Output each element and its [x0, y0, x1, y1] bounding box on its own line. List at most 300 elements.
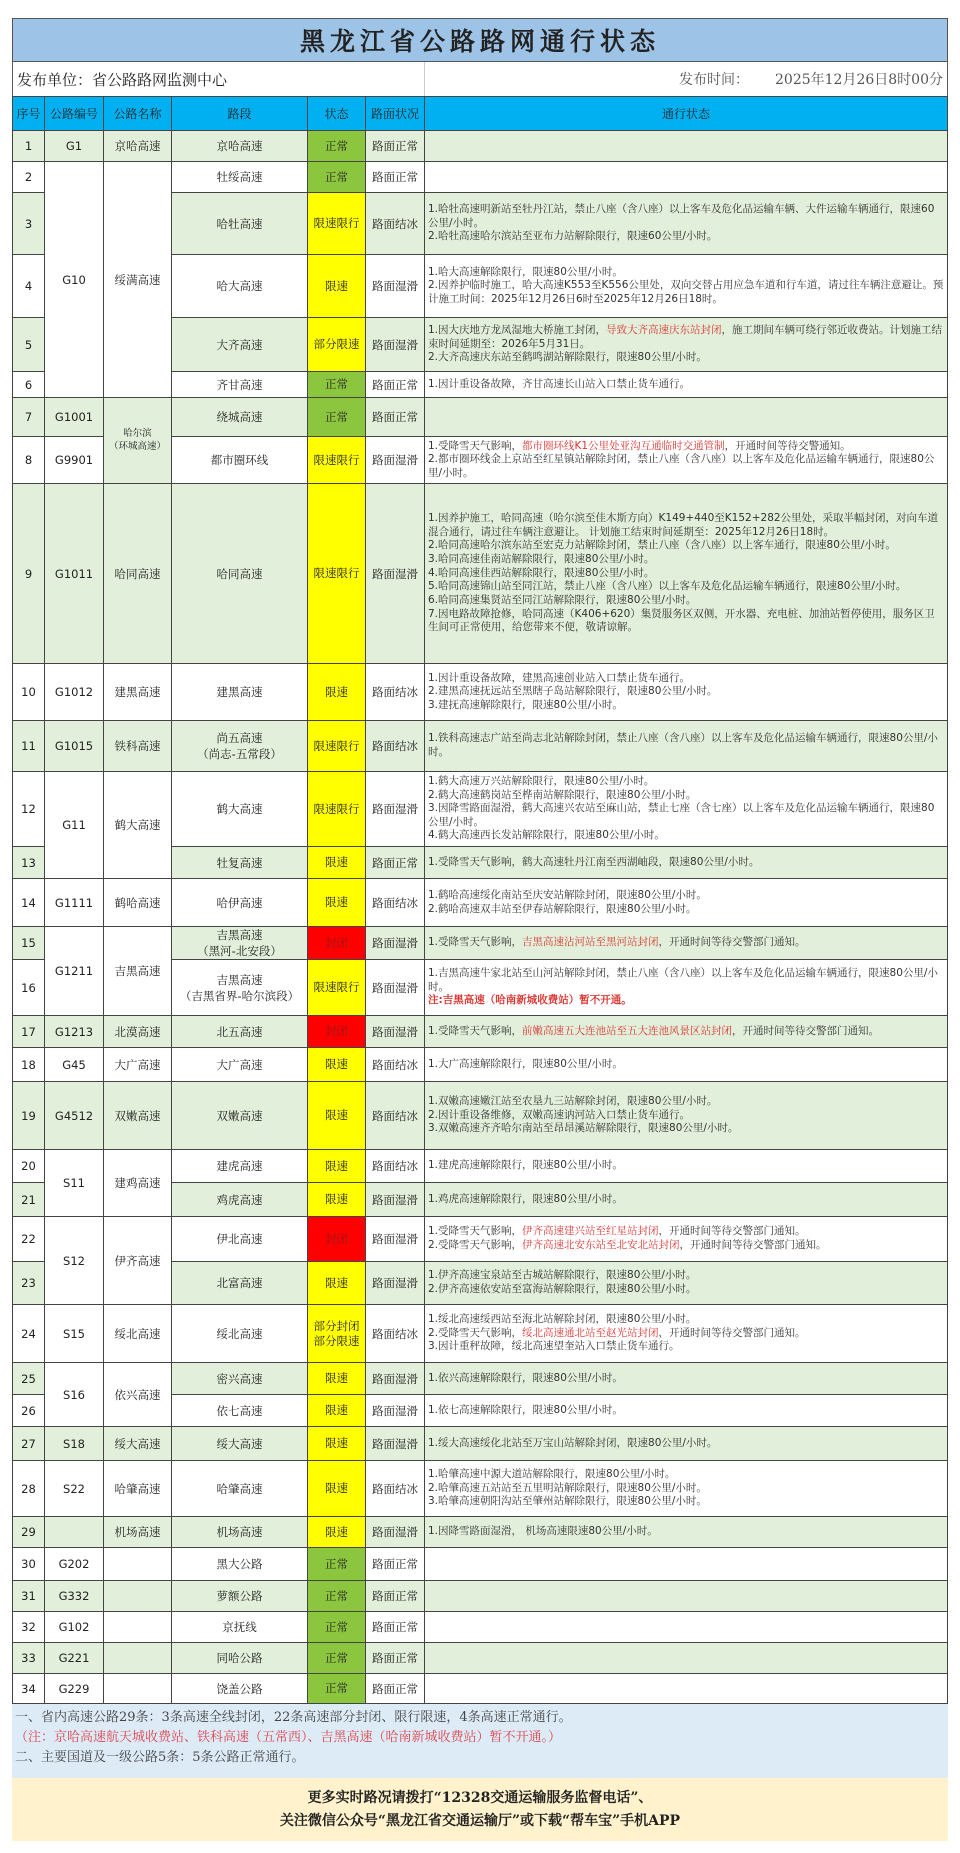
detail-text: 2.哈肇高速五站站至五里明站解除限行，限速80公里/小时。 [428, 1481, 707, 1494]
detail-text: 1.鸡虎高速解除限行，限速80公里/小时。 [428, 1192, 623, 1205]
detail-text: 2.建黑高速抚远站至黑瞎子岛站解除限行，限速80公里/小时。 [428, 685, 718, 698]
detail-line [428, 539, 944, 553]
detail-text: 2.伊齐高速依安站至富海站解除限行，限速80公里/小时。 [428, 1283, 697, 1295]
road-code: G1012 [45, 664, 104, 721]
detail-line [428, 685, 944, 699]
row-number: 10 [13, 664, 45, 721]
road-code: G45 [45, 1048, 104, 1082]
status-badge: 封闭 [308, 1016, 366, 1048]
summary-line-2: 二、主要国道及一级公路5条：5条公路正常通行。 [15, 1750, 305, 1766]
road-surface: 路面正常 [366, 847, 425, 879]
row-number: 22 [13, 1217, 45, 1262]
traffic-details [425, 1643, 948, 1674]
road-name: 鹤哈高速 [104, 879, 172, 927]
footer-line-2: 关注微信公众号“黑龙江省交通运输厅”或下载“帮车宝”手机APP [279, 1812, 681, 1829]
table-row [13, 131, 948, 162]
traffic-details [425, 960, 948, 1016]
status-badge: 限速限行 [308, 960, 366, 1016]
detail-line [428, 1468, 944, 1482]
row-number: 3 [13, 193, 45, 255]
road-surface: 路面湿滑 [366, 318, 425, 372]
road-surface: 路面正常 [366, 1581, 425, 1612]
detail-text: 1.因大庆地方龙凤湿地大桥施工封闭， [428, 324, 607, 337]
detail-line [428, 594, 944, 608]
road-surface: 路面湿滑 [366, 1363, 425, 1395]
table-row [13, 1048, 948, 1082]
road-segment: 绥北高速 [172, 1305, 308, 1363]
road-surface: 路面湿滑 [366, 1395, 425, 1427]
traffic-details [425, 879, 948, 927]
detail-line [428, 1482, 944, 1496]
road-segment: 哈牡高速 [172, 193, 308, 255]
table-row [13, 484, 948, 664]
table-row [13, 927, 948, 960]
detail-text: 6.哈同高速集贤站至同江站解除限行，限速80公里/小时。 [428, 593, 697, 606]
detail-line [428, 1109, 944, 1123]
row-number: 28 [13, 1461, 45, 1517]
status-badge: 部分限速 [308, 318, 366, 372]
detail-line [428, 553, 944, 567]
road-name [104, 1643, 172, 1674]
traffic-details [425, 1581, 948, 1612]
road-code: G1 [45, 131, 104, 162]
road-name: 哈肇高速 [104, 1461, 172, 1517]
table-row [13, 1548, 948, 1581]
detail-note: 注:吉黑高速（哈南新城收费站）暂不开通。 [428, 994, 632, 1007]
traffic-details [425, 484, 948, 664]
road-name [104, 1548, 172, 1581]
footer-contact [12, 1778, 948, 1841]
traffic-details [425, 1427, 948, 1461]
table-row [13, 162, 948, 193]
status-badge: 限速 [308, 1427, 366, 1461]
table-row [13, 879, 948, 927]
detail-text: 2.因养护临时施工，哈大高速K553至K556公里处，双向交替占用应急车道和行车道，请过往车辆注意避让。预计施工时间：2025年12月26日6时至2025年12月26日18时。 [428, 279, 944, 305]
detail-line [428, 829, 944, 843]
detail-text-after: ，施工期间车辆可绕行邻近收费站。计划施工结束时间延期至：2026年5月31日。 [428, 324, 943, 350]
row-number: 25 [13, 1363, 45, 1395]
status-badge: 正常 [308, 398, 366, 437]
row-number: 12 [13, 772, 45, 847]
row-number: 23 [13, 1262, 45, 1305]
row-number: 27 [13, 1427, 45, 1461]
row-number: 34 [13, 1674, 45, 1704]
row-number: 7 [13, 398, 45, 437]
publisher: 发布单位：省公路路网监测中心 [13, 62, 425, 96]
road-surface: 路面湿滑 [366, 484, 425, 664]
status-badge: 限速限行 [308, 437, 366, 484]
road-code: G4512 [45, 1082, 104, 1150]
publish-info-bar [12, 62, 948, 96]
detail-line [428, 1095, 944, 1109]
detail-line [428, 203, 944, 230]
road-code: G229 [45, 1674, 104, 1704]
table-row [13, 772, 948, 847]
detail-text: 1.受降雪天气影响， [428, 1225, 523, 1238]
road-segment: 绕城高速 [172, 398, 308, 437]
row-number: 14 [13, 879, 45, 927]
summary-line-1: 一、省内高速公路29条：3条高速全线封闭，22条高速部分封闭、限行限速，4条高速正常通行。 [15, 1710, 572, 1725]
detail-text: 1.伊齐高速宝泉站至古城站解除限行，限速80公里/小时。 [428, 1269, 697, 1282]
traffic-details [425, 162, 948, 193]
detail-line [428, 1159, 944, 1173]
road-surface: 路面正常 [366, 131, 425, 162]
road-name: 绥满高速 [104, 162, 172, 398]
traffic-details [425, 1461, 948, 1517]
status-badge: 限速 [308, 1082, 366, 1150]
row-number: 1 [13, 131, 45, 162]
detail-line [428, 567, 944, 581]
detail-line [428, 1225, 944, 1239]
status-badge: 限速 [308, 1461, 366, 1517]
road-code: G102 [45, 1612, 104, 1643]
road-segment: 京哈高速 [172, 131, 308, 162]
traffic-details [425, 255, 948, 318]
header-surface: 路面状况 [366, 97, 425, 131]
traffic-details [425, 664, 948, 721]
detail-line [428, 1437, 944, 1451]
detail-line [428, 1193, 944, 1207]
road-code: S18 [45, 1427, 104, 1461]
detail-line [428, 789, 944, 803]
detail-text-after: ，开通时间等待交警部门通知。 [658, 1225, 806, 1238]
status-badge: 部分封闭 部分限速 [308, 1305, 366, 1363]
detail-text: 1.吉黑高速牛家北站至山河站解除封闭，禁止八座（含八座）以上客车及危化品运输车辆通行，限速80公里/小时。 [428, 967, 938, 993]
detail-text: 1.双嫩高速嫩江站至农垦九三站解除封闭，限速80公里/小时。 [428, 1095, 718, 1108]
table-row [13, 1461, 948, 1517]
road-surface: 路面结冰 [366, 879, 425, 927]
road-name: 北漠高速 [104, 1016, 172, 1048]
detail-text: 1.依七高速解除限行，限速80公里/小时。 [428, 1403, 623, 1416]
row-number: 6 [13, 372, 45, 398]
detail-line [428, 1058, 944, 1072]
detail-line [428, 936, 944, 950]
road-segment: 哈同高速 [172, 484, 308, 664]
road-surface: 路面结冰 [366, 1048, 425, 1082]
road-code: S16 [45, 1363, 104, 1427]
detail-alert: 都市圈环线K1公里处亚沟互通临时交通管制 [522, 439, 725, 452]
table-row [13, 1612, 948, 1643]
road-segment: 京抚线 [172, 1612, 308, 1643]
detail-line [428, 1122, 944, 1136]
road-code: G1213 [45, 1016, 104, 1048]
detail-line [428, 699, 944, 713]
traffic-details [425, 927, 948, 960]
detail-line [428, 324, 944, 351]
table-row [13, 1363, 948, 1395]
road-segment: 建黑高速 [172, 664, 308, 721]
row-number: 2 [13, 162, 45, 193]
traffic-details [425, 847, 948, 879]
detail-line [428, 732, 944, 759]
status-badge: 限速 [308, 1363, 366, 1395]
road-code: G9901 [45, 437, 104, 484]
detail-line [428, 1340, 944, 1354]
detail-text-after: ，开通时间等待交警部门通知。 [658, 1326, 806, 1339]
detail-text: 1.铁科高速志广站至尚志北站解除封闭，禁止八座（含八座）以上客车及危化品运输车辆通行，限速80公里/小时。 [428, 732, 938, 758]
detail-text: 2.鹤哈高速双丰站至伊春站解除限行，限速80公里/小时。 [428, 902, 697, 915]
detail-line [428, 440, 944, 454]
detail-text: 3.建抚高速解除限行，限速80公里/小时。 [428, 698, 623, 711]
status-badge: 限速 [308, 879, 366, 927]
traffic-details [425, 318, 948, 372]
row-number: 5 [13, 318, 45, 372]
summary [12, 1704, 948, 1778]
traffic-details [425, 1395, 948, 1427]
table-row [13, 398, 948, 437]
row-number: 16 [13, 960, 45, 1016]
traffic-details [425, 1150, 948, 1183]
detail-line [428, 1495, 944, 1509]
traffic-details [425, 772, 948, 847]
status-badge: 限速 [308, 1150, 366, 1183]
detail-line [428, 856, 944, 870]
status-badge: 限速 [308, 664, 366, 721]
road-name: 依兴高速 [104, 1363, 172, 1427]
detail-line [428, 889, 944, 903]
detail-text: 3.哈肇高速朝阳沟站至肇州站解除限行，限速80公里/小时。 [428, 1495, 707, 1508]
detail-line [428, 608, 944, 635]
road-surface: 路面结冰 [366, 721, 425, 772]
road-segment: 牡绥高速 [172, 162, 308, 193]
table-row [13, 1150, 948, 1183]
road-surface: 路面结冰 [366, 664, 425, 721]
header-no: 序号 [13, 97, 45, 131]
table-row [13, 664, 948, 721]
detail-text: 7.因电路故障抢修，哈同高速（K406+620）集贤服务区双侧，开水器、充电桩、加油站暂停使用，服务区卫生间可正常使用，给您带来不便，敬请谅解。 [428, 607, 935, 634]
header-details: 通行状态 [425, 97, 948, 131]
status-badge: 限速限行 [308, 193, 366, 255]
detail-text: 5.哈同高速锦山站至同江站，禁止八座（含八座）以上客车及危化品运输车辆通行，限速80公里/小时。 [428, 580, 907, 593]
traffic-details [425, 131, 948, 162]
road-surface: 路面结冰 [366, 1305, 425, 1363]
road-surface: 路面正常 [366, 372, 425, 398]
detail-text: 1.依兴高速解除限行，限速80公里/小时。 [428, 1371, 623, 1384]
road-surface: 路面湿滑 [366, 437, 425, 484]
status-badge: 正常 [308, 131, 366, 162]
road-segment: 密兴高速 [172, 1363, 308, 1395]
road-segment: 北五高速 [172, 1016, 308, 1048]
road-name: 大广高速 [104, 1048, 172, 1082]
row-number: 24 [13, 1305, 45, 1363]
detail-text: 1.哈牡高速明新站至牡丹江站，禁止八座（含八座）以上客车及危化品运输车辆、大件运输车辆通行，限速60公里/小时。 [428, 203, 935, 229]
road-segment: 哈大高速 [172, 255, 308, 318]
traffic-details [425, 1217, 948, 1262]
road-name: 建鸡高速 [104, 1150, 172, 1217]
status-badge: 限速限行 [308, 484, 366, 664]
detail-line [428, 1025, 944, 1039]
road-status-table [12, 96, 948, 1704]
road-code: S12 [45, 1217, 104, 1305]
road-name [104, 1581, 172, 1612]
header-segment: 路段 [172, 97, 308, 131]
row-number: 13 [13, 847, 45, 879]
status-badge: 正常 [308, 1643, 366, 1674]
row-number: 18 [13, 1048, 45, 1082]
detail-text: 1.鹤大高速万兴站解除限行，限速80公里/小时。 [428, 774, 655, 787]
road-name: 铁科高速 [104, 721, 172, 772]
road-segment: 饶盖公路 [172, 1674, 308, 1704]
road-segment: 双嫩高速 [172, 1082, 308, 1150]
status-badge: 限速限行 [308, 721, 366, 772]
detail-text-after: ，开通时间等待交警部门通知。 [679, 1239, 827, 1251]
detail-text: 2.鹤大高速鹤岗站至桦南站解除限行，限速80公里/小时。 [428, 788, 697, 801]
status-badge: 限速 [308, 1262, 366, 1305]
traffic-details [425, 1517, 948, 1548]
traffic-details [425, 1082, 948, 1150]
table-row [13, 1517, 948, 1548]
detail-text: 4.哈同高速佳西站解除限行，限速80公里/小时。 [428, 566, 655, 579]
row-number: 26 [13, 1395, 45, 1427]
traffic-details [425, 1183, 948, 1217]
road-surface: 路面湿滑 [366, 1183, 425, 1217]
row-number: 33 [13, 1643, 45, 1674]
row-number: 17 [13, 1016, 45, 1048]
detail-text: 2.都市圈环线金上京站至红星镇站解除封闭，禁止八座（含八座）以上客车及危化品运输车辆通行，限速80公里/小时。 [428, 453, 935, 479]
detail-alert: 伊齐高速建兴站至红星站封闭 [522, 1225, 659, 1238]
header-status: 状态 [308, 97, 366, 131]
traffic-details [425, 372, 948, 398]
detail-line [428, 453, 944, 480]
row-number: 21 [13, 1183, 45, 1217]
road-segment: 大齐高速 [172, 318, 308, 372]
detail-text: 2.受降雪天气影响， [428, 1239, 523, 1251]
road-code: S22 [45, 1461, 104, 1517]
status-badge: 正常 [308, 1674, 366, 1704]
status-badge: 限速 [308, 847, 366, 879]
detail-line [428, 1404, 944, 1418]
road-segment: 萝额公路 [172, 1581, 308, 1612]
status-badge: 封闭 [308, 927, 366, 960]
row-number: 30 [13, 1548, 45, 1581]
road-segment: 黑大公路 [172, 1548, 308, 1581]
road-surface: 路面湿滑 [366, 960, 425, 1016]
header-code: 公路编号 [45, 97, 104, 131]
road-segment: 齐甘高速 [172, 372, 308, 398]
row-number: 31 [13, 1581, 45, 1612]
detail-text-after: ，开通时间等待交警部门通知。 [732, 1024, 880, 1037]
detail-alert: 前嫩高速五大连池站至五大连池风景区站封闭 [522, 1024, 733, 1037]
road-surface: 路面结冰 [366, 1082, 425, 1150]
detail-text: 1.受降雪天气影响， [428, 1024, 523, 1037]
detail-line [428, 775, 944, 789]
road-name: 绥北高速 [104, 1305, 172, 1363]
road-name: 哈尔滨 （环城高速） [104, 398, 172, 484]
detail-text: 2.受降雪天气影响， [428, 1326, 523, 1339]
detail-line [428, 1372, 944, 1386]
road-name: 建黑高速 [104, 664, 172, 721]
status-badge: 限速 [308, 1517, 366, 1548]
road-name: 机场高速 [104, 1517, 172, 1548]
road-name: 哈同高速 [104, 484, 172, 664]
detail-line [428, 903, 944, 917]
road-name: 双嫩高速 [104, 1082, 172, 1150]
road-segment: 绥大高速 [172, 1427, 308, 1461]
row-number: 15 [13, 927, 45, 960]
status-badge: 限速限行 [308, 772, 366, 847]
road-segment: 伊北高速 [172, 1217, 308, 1262]
table-row [13, 1305, 948, 1363]
summary-note: （注：京哈高速航天城收费站、铁科高速（五常西）、吉黑高速（哈南新城收费站）暂不开通。） [15, 1730, 562, 1746]
road-surface: 路面湿滑 [366, 1517, 425, 1548]
table-row [13, 1217, 948, 1262]
road-code: S15 [45, 1305, 104, 1363]
status-badge: 封闭 [308, 1217, 366, 1262]
road-surface: 路面正常 [366, 162, 425, 193]
detail-text: 1.因降雪路面湿滑， 机场高速限速80公里/小时。 [428, 1525, 658, 1538]
detail-text: 1.绥北高速绥西站至海北站解除封闭，限速80公里/小时。 [428, 1313, 697, 1326]
detail-text: 3.因降雪路面湿滑，鹤大高速兴农站至麻山站，禁止七座（含七座）以上客车及危化品运输车辆通行，限速80公里/小时。 [428, 802, 935, 828]
road-segment: 同哈公路 [172, 1643, 308, 1674]
road-surface: 路面正常 [366, 1548, 425, 1581]
road-segment: 机场高速 [172, 1517, 308, 1548]
detail-text: 1.受降雪天气影响， [428, 936, 523, 949]
detail-line [428, 1269, 944, 1283]
row-number: 8 [13, 437, 45, 484]
detail-line [428, 1283, 944, 1297]
road-segment: 建虎高速 [172, 1150, 308, 1183]
detail-line [428, 967, 944, 994]
road-surface: 路面正常 [366, 1612, 425, 1643]
footer-line-1: 更多实时路况请拨打“12328交通运输服务监督电话”、 [307, 1790, 653, 1807]
road-code [45, 1517, 104, 1548]
detail-text: 1.因计重设备故障，建黑高速创业站入口禁止货车通行。 [428, 671, 691, 684]
detail-line [428, 802, 944, 829]
road-code: G1001 [45, 398, 104, 437]
road-surface: 路面结冰 [366, 1150, 425, 1183]
detail-line [428, 230, 944, 244]
traffic-details [425, 1612, 948, 1643]
road-code: G11 [45, 772, 104, 879]
row-number: 19 [13, 1082, 45, 1150]
traffic-details [425, 398, 948, 437]
road-segment: 依七高速 [172, 1395, 308, 1427]
status-badge: 正常 [308, 1581, 366, 1612]
table-row [13, 1016, 948, 1048]
traffic-details [425, 721, 948, 772]
detail-text: 1.受降雪天气影响，鹤大高速牡丹江南至西湖岫段，限速80公里/小时。 [428, 855, 760, 868]
detail-alert: 伊齐高速北安东站至北安北站封闭 [522, 1239, 680, 1251]
traffic-details [425, 1548, 948, 1581]
road-name [104, 1612, 172, 1643]
road-segment: 吉黑高速 （吉黑省界-哈尔滨段） [172, 960, 308, 1016]
detail-text: 4.鹤大高速西长发站解除限行，限速80公里/小时。 [428, 829, 665, 842]
detail-text: 1.大广高速解除限行，限速80公里/小时。 [428, 1057, 623, 1070]
row-number: 11 [13, 721, 45, 772]
detail-text-after: ，开通时间等待交警部门通知。 [658, 936, 806, 949]
road-code: G10 [45, 162, 104, 398]
road-surface: 路面湿滑 [366, 1217, 425, 1262]
detail-line [428, 378, 944, 392]
detail-line [428, 266, 944, 280]
road-code: G1111 [45, 879, 104, 927]
status-badge: 正常 [308, 1612, 366, 1643]
traffic-details [425, 437, 948, 484]
detail-text: 2.哈牡高速哈尔滨站至亚布力站解除限行，限速60公里/小时。 [428, 230, 718, 243]
road-code: G202 [45, 1548, 104, 1581]
status-badge: 正常 [308, 162, 366, 193]
detail-text: 1.哈肇高速中源大道站解除限行，限速80公里/小时。 [428, 1468, 676, 1481]
detail-line [428, 512, 944, 539]
road-segment: 鸡虎高速 [172, 1183, 308, 1217]
traffic-details [425, 1674, 948, 1704]
detail-line [428, 351, 944, 365]
row-number: 20 [13, 1150, 45, 1183]
detail-alert: 吉黑高速沾河站至黑河站封闭 [522, 936, 659, 949]
detail-text: 1.因养护施工，哈同高速（哈尔滨至佳木斯方向）K149+440至K152+282公里处，采取半幅封闭，对向车道混合通行，请过往车辆注意避让。 计划施工结束时间延期至：2025年12月26日18时。 [428, 512, 939, 538]
detail-line [428, 1327, 944, 1341]
detail-line [428, 279, 944, 306]
